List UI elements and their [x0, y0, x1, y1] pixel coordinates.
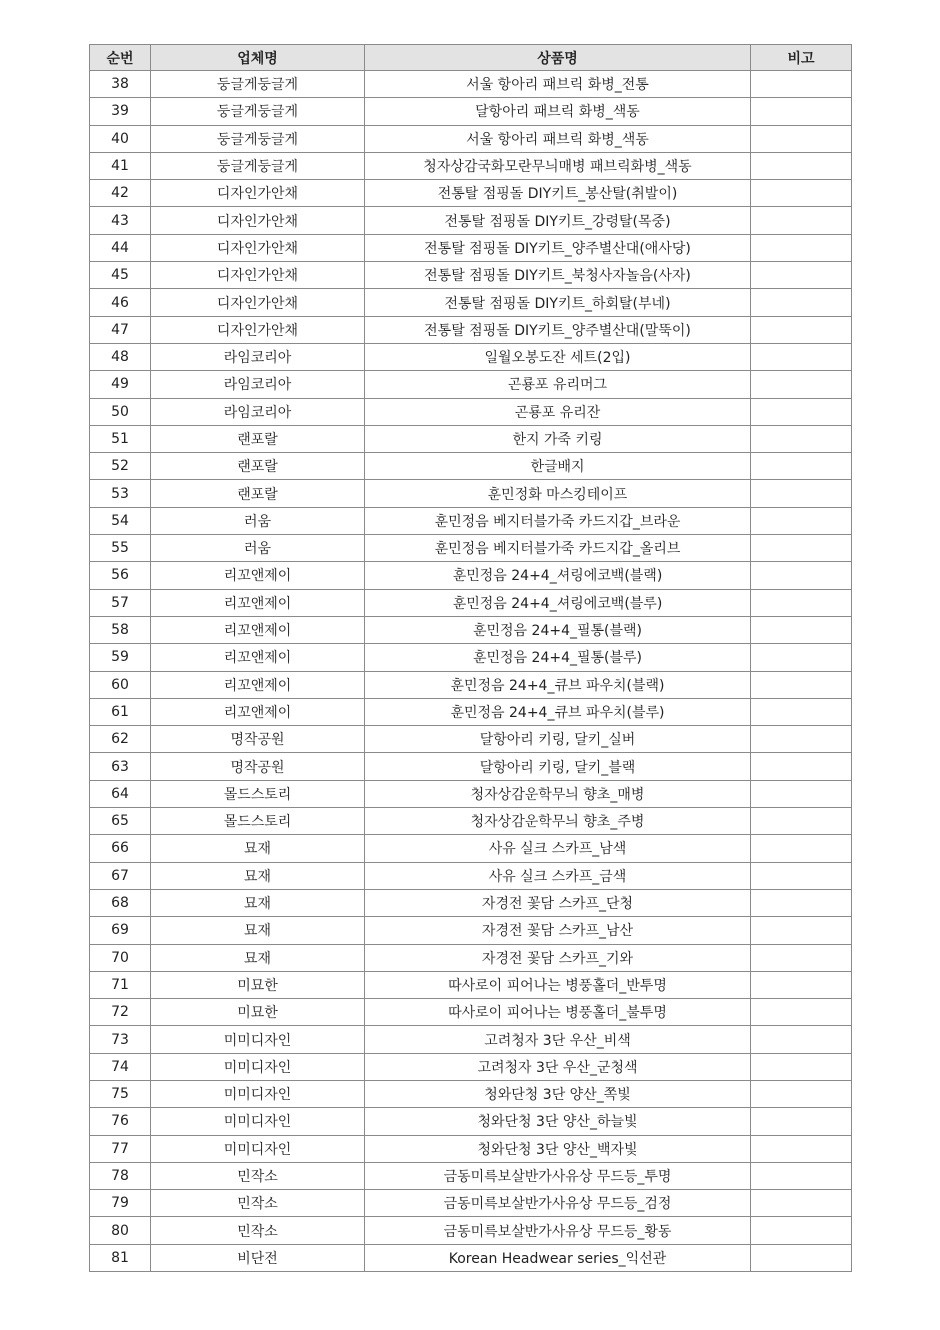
row-company: 묘재: [151, 917, 365, 944]
row-note: [751, 125, 852, 152]
row-note: [751, 1162, 852, 1189]
row-seq: 55: [90, 535, 151, 562]
table-row: [90, 1162, 852, 1189]
row-product: 서울 항아리 패브릭 화병_색동: [365, 125, 751, 152]
row-note: [751, 289, 852, 316]
row-note: [751, 889, 852, 916]
row-company: 묘재: [151, 944, 365, 971]
row-product: 자경전 꽃담 스카프_남산: [365, 917, 751, 944]
row-company: 리꼬앤제이: [151, 671, 365, 698]
row-note: [751, 698, 852, 725]
table-row: [90, 180, 852, 207]
table-row: [90, 889, 852, 916]
row-company: 둥글게둥글게: [151, 98, 365, 125]
row-note: [751, 644, 852, 671]
row-product: 청와단청 3단 양산_백자빛: [365, 1135, 751, 1162]
row-company: 라임코리아: [151, 371, 365, 398]
row-seq: 56: [90, 562, 151, 589]
row-company: 미미디자인: [151, 1080, 365, 1107]
row-company: 민작소: [151, 1190, 365, 1217]
row-company: 둥글게둥글게: [151, 71, 365, 98]
row-product: 한지 가죽 키링: [365, 425, 751, 452]
row-company: 디자인가안채: [151, 316, 365, 343]
row-seq: 76: [90, 1108, 151, 1135]
row-seq: 47: [90, 316, 151, 343]
header-seq: 순번: [90, 45, 151, 71]
row-company: 둥글게둥글게: [151, 152, 365, 179]
table-row: [90, 726, 852, 753]
row-seq: 75: [90, 1080, 151, 1107]
row-seq: 42: [90, 180, 151, 207]
table-row: [90, 644, 852, 671]
table-row: [90, 671, 852, 698]
row-note: [751, 343, 852, 370]
row-product: 따사로이 피어나는 병풍홀더_반투명: [365, 971, 751, 998]
row-note: [751, 425, 852, 452]
table-row: [90, 289, 852, 316]
table-row: [90, 262, 852, 289]
row-note: [751, 316, 852, 343]
row-seq: 60: [90, 671, 151, 698]
row-note: [751, 753, 852, 780]
row-seq: 50: [90, 398, 151, 425]
table-row: [90, 371, 852, 398]
table-row: [90, 808, 852, 835]
row-seq: 70: [90, 944, 151, 971]
row-product: 청와단청 3단 양산_하늘빛: [365, 1108, 751, 1135]
row-product: 달항아리 키링, 달키_블랙: [365, 753, 751, 780]
row-note: [751, 671, 852, 698]
row-company: 디자인가안채: [151, 207, 365, 234]
row-company: 디자인가안채: [151, 234, 365, 261]
row-product: 청와단청 3단 양산_쪽빛: [365, 1080, 751, 1107]
row-product: 청자상감운학무늬 향초_매병: [365, 780, 751, 807]
header-product: 상품명: [365, 45, 751, 71]
table-row: [90, 616, 852, 643]
table-row: [90, 589, 852, 616]
row-seq: 51: [90, 425, 151, 452]
row-seq: 81: [90, 1244, 151, 1271]
row-note: [751, 1217, 852, 1244]
row-product: 곤룡포 유리머그: [365, 371, 751, 398]
row-product: 달항아리 키링, 달키_실버: [365, 726, 751, 753]
row-seq: 71: [90, 971, 151, 998]
row-company: 라임코리아: [151, 398, 365, 425]
row-note: [751, 207, 852, 234]
row-seq: 68: [90, 889, 151, 916]
table-row: [90, 753, 852, 780]
row-seq: 52: [90, 453, 151, 480]
row-product: 훈민정음 베지터블가죽 카드지갑_올리브: [365, 535, 751, 562]
row-company: 민작소: [151, 1162, 365, 1189]
row-note: [751, 71, 852, 98]
row-note: [751, 1053, 852, 1080]
row-note: [751, 726, 852, 753]
header-note: 비고: [751, 45, 852, 71]
row-company: 명작공원: [151, 726, 365, 753]
row-product: 훈민정음 24+4_큐브 파우치(블루): [365, 698, 751, 725]
row-company: 미묘한: [151, 971, 365, 998]
row-company: 리꼬앤제이: [151, 698, 365, 725]
table-row: [90, 398, 852, 425]
table-row: [90, 507, 852, 534]
row-seq: 48: [90, 343, 151, 370]
row-seq: 46: [90, 289, 151, 316]
header-row: [90, 45, 852, 71]
row-seq: 80: [90, 1217, 151, 1244]
row-company: 리꼬앤제이: [151, 562, 365, 589]
row-seq: 61: [90, 698, 151, 725]
row-company: 리꼬앤제이: [151, 589, 365, 616]
row-company: 미미디자인: [151, 1053, 365, 1080]
row-seq: 59: [90, 644, 151, 671]
row-product: 훈민정음 24+4_큐브 파우치(블랙): [365, 671, 751, 698]
row-note: [751, 1135, 852, 1162]
row-product: 자경전 꽃담 스카프_단청: [365, 889, 751, 916]
row-company: 묘재: [151, 889, 365, 916]
row-seq: 63: [90, 753, 151, 780]
table-row: [90, 1217, 852, 1244]
row-company: 랜포랄: [151, 425, 365, 452]
row-product: Korean Headwear series_익선관: [365, 1244, 751, 1271]
row-seq: 73: [90, 1026, 151, 1053]
table-row: [90, 1135, 852, 1162]
table-row: [90, 917, 852, 944]
row-note: [751, 1190, 852, 1217]
row-seq: 58: [90, 616, 151, 643]
row-seq: 41: [90, 152, 151, 179]
row-product: 청자상감운학무늬 향초_주병: [365, 808, 751, 835]
row-company: 랜포랄: [151, 453, 365, 480]
row-company: 러움: [151, 507, 365, 534]
table-row: [90, 1080, 852, 1107]
table-row: [90, 316, 852, 343]
row-company: 민작소: [151, 1217, 365, 1244]
row-note: [751, 862, 852, 889]
row-product: 훈민정음 베지터블가죽 카드지갑_브라운: [365, 507, 751, 534]
row-product: 곤룡포 유리잔: [365, 398, 751, 425]
row-product: 훈민정음 24+4_필통(블랙): [365, 616, 751, 643]
row-note: [751, 562, 852, 589]
row-note: [751, 944, 852, 971]
product-table: [89, 44, 852, 1272]
row-company: 명작공원: [151, 753, 365, 780]
row-company: 몰드스토리: [151, 780, 365, 807]
table-row: [90, 999, 852, 1026]
row-note: [751, 808, 852, 835]
row-seq: 79: [90, 1190, 151, 1217]
row-product: 전통탈 점핑돌 DIY키트_강령탈(목중): [365, 207, 751, 234]
row-note: [751, 398, 852, 425]
table-row: [90, 207, 852, 234]
row-product: 금동미륵보살반가사유상 무드등_황동: [365, 1217, 751, 1244]
table-body: [90, 71, 852, 1272]
table-row: [90, 944, 852, 971]
row-note: [751, 480, 852, 507]
row-seq: 44: [90, 234, 151, 261]
row-company: 리꼬앤제이: [151, 644, 365, 671]
table-row: [90, 152, 852, 179]
row-company: 둥글게둥글게: [151, 125, 365, 152]
table-row: [90, 125, 852, 152]
row-company: 리꼬앤제이: [151, 616, 365, 643]
row-note: [751, 262, 852, 289]
table-row: [90, 1026, 852, 1053]
row-seq: 38: [90, 71, 151, 98]
row-seq: 53: [90, 480, 151, 507]
row-product: 달항아리 패브릭 화병_색동: [365, 98, 751, 125]
row-note: [751, 780, 852, 807]
table-row: [90, 1108, 852, 1135]
row-note: [751, 1026, 852, 1053]
row-seq: 54: [90, 507, 151, 534]
row-company: 랜포랄: [151, 480, 365, 507]
row-note: [751, 1108, 852, 1135]
row-note: [751, 180, 852, 207]
row-product: 사유 실크 스카프_남색: [365, 835, 751, 862]
table-row: [90, 343, 852, 370]
row-product: 청자상감국화모란무늬매병 패브릭화병_색동: [365, 152, 751, 179]
row-product: 사유 실크 스카프_금색: [365, 862, 751, 889]
row-product: 훈민정음 24+4_셔링에코백(블루): [365, 589, 751, 616]
row-company: 미묘한: [151, 999, 365, 1026]
row-company: 묘재: [151, 862, 365, 889]
table-row: [90, 71, 852, 98]
table-row: [90, 453, 852, 480]
row-note: [751, 371, 852, 398]
row-company: 디자인가안채: [151, 262, 365, 289]
row-product: 따사로이 피어나는 병풍홀더_불투명: [365, 999, 751, 1026]
row-company: 미미디자인: [151, 1026, 365, 1053]
table-header: [90, 45, 852, 71]
row-note: [751, 971, 852, 998]
table-row: [90, 1190, 852, 1217]
row-product: 금동미륵보살반가사유상 무드등_검정: [365, 1190, 751, 1217]
row-seq: 45: [90, 262, 151, 289]
row-seq: 49: [90, 371, 151, 398]
row-seq: 62: [90, 726, 151, 753]
row-seq: 77: [90, 1135, 151, 1162]
row-seq: 67: [90, 862, 151, 889]
row-note: [751, 535, 852, 562]
row-seq: 65: [90, 808, 151, 835]
row-seq: 72: [90, 999, 151, 1026]
row-seq: 69: [90, 917, 151, 944]
table-row: [90, 425, 852, 452]
table-row: [90, 971, 852, 998]
row-product: 훈민정음 24+4_셔링에코백(블랙): [365, 562, 751, 589]
table-row: [90, 98, 852, 125]
row-seq: 43: [90, 207, 151, 234]
row-product: 전통탈 점핑돌 DIY키트_양주별산대(애사당): [365, 234, 751, 261]
row-product: 고려청자 3단 우산_비색: [365, 1026, 751, 1053]
row-product: 전통탈 점핑돌 DIY키트_봉산탈(취발이): [365, 180, 751, 207]
row-company: 비단전: [151, 1244, 365, 1271]
row-product: 전통탈 점핑돌 DIY키트_양주별산대(말뚝이): [365, 316, 751, 343]
row-product: 일월오봉도잔 세트(2입): [365, 343, 751, 370]
row-note: [751, 589, 852, 616]
table-row: [90, 480, 852, 507]
row-seq: 40: [90, 125, 151, 152]
row-product: 서울 항아리 패브릭 화병_전통: [365, 71, 751, 98]
table-row: [90, 1053, 852, 1080]
row-product: 전통탈 점핑돌 DIY키트_북청사자놀음(사자): [365, 262, 751, 289]
header-company: 업체명: [151, 45, 365, 71]
row-note: [751, 507, 852, 534]
row-product: 전통탈 점핑돌 DIY키트_하회탈(부네): [365, 289, 751, 316]
row-company: 디자인가안채: [151, 289, 365, 316]
table-row: [90, 234, 852, 261]
row-seq: 39: [90, 98, 151, 125]
row-product: 한글배지: [365, 453, 751, 480]
row-company: 러움: [151, 535, 365, 562]
row-note: [751, 1080, 852, 1107]
table-row: [90, 780, 852, 807]
row-seq: 57: [90, 589, 151, 616]
table-row: [90, 835, 852, 862]
row-seq: 64: [90, 780, 151, 807]
row-company: 미미디자인: [151, 1108, 365, 1135]
row-product: 금동미륵보살반가사유상 무드등_투명: [365, 1162, 751, 1189]
table-row: [90, 562, 852, 589]
table-row: [90, 1244, 852, 1271]
row-note: [751, 917, 852, 944]
table-row: [90, 862, 852, 889]
row-product: 자경전 꽃담 스카프_기와: [365, 944, 751, 971]
row-note: [751, 999, 852, 1026]
row-note: [751, 616, 852, 643]
table-row: [90, 698, 852, 725]
row-company: 라임코리아: [151, 343, 365, 370]
row-note: [751, 835, 852, 862]
row-note: [751, 234, 852, 261]
row-seq: 66: [90, 835, 151, 862]
row-note: [751, 453, 852, 480]
row-company: 몰드스토리: [151, 808, 365, 835]
row-company: 디자인가안채: [151, 180, 365, 207]
row-product: 고려청자 3단 우산_군청색: [365, 1053, 751, 1080]
table-row: [90, 535, 852, 562]
row-product: 훈민정화 마스킹테이프: [365, 480, 751, 507]
row-product: 훈민정음 24+4_필통(블루): [365, 644, 751, 671]
row-note: [751, 98, 852, 125]
row-company: 묘재: [151, 835, 365, 862]
row-company: 미미디자인: [151, 1135, 365, 1162]
row-seq: 78: [90, 1162, 151, 1189]
row-seq: 74: [90, 1053, 151, 1080]
row-note: [751, 1244, 852, 1271]
row-note: [751, 152, 852, 179]
